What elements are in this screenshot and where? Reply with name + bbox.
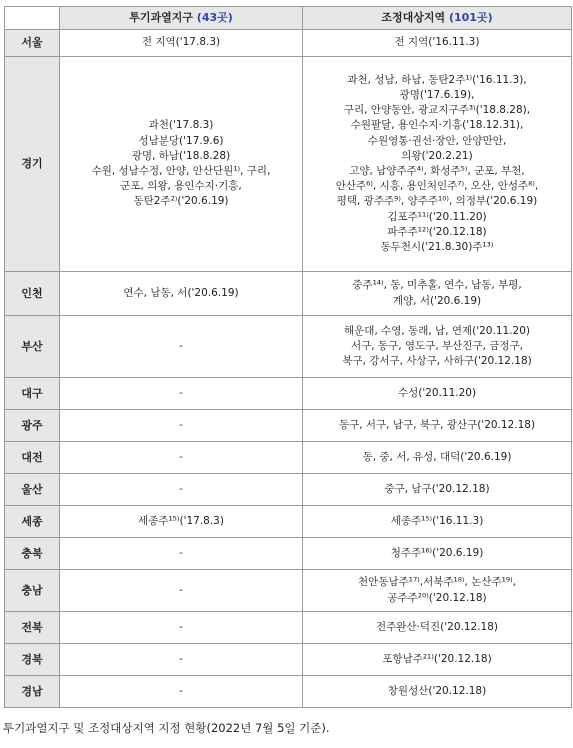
cell-line: 서구, 동구, 영도구, 부산진구, 금정구, [350, 339, 524, 352]
cell-line: - [179, 652, 183, 665]
region-cell: 울산 [5, 474, 60, 506]
table-body [5, 30, 572, 708]
designation-table [4, 6, 572, 708]
table-row [5, 442, 572, 474]
speculative-zone-cell [60, 570, 303, 612]
cell-line: 동구, 서구, 남구, 북구, 광산구('20.12.18) [338, 418, 536, 431]
table-row [5, 378, 572, 410]
header-speculative-zone [60, 7, 303, 30]
speculative-zone-cell [60, 316, 303, 378]
cell-line: 포항남주²¹⁾('20.12.18) [382, 652, 492, 665]
table-row [5, 57, 572, 272]
adjustment-zone-cell [303, 506, 572, 538]
speculative-zone-cell [60, 378, 303, 410]
cell-line: 동두천시('21.8.30)주¹³⁾ [380, 241, 494, 254]
cell-line: 구리, 안양동안, 광교지구주³⁾('18.8.28), [343, 104, 531, 117]
cell-line: 군포, 의왕, 용인수지·기흥, [120, 180, 242, 193]
header-adjustment-zone [303, 7, 572, 30]
adjustment-zone-cell [303, 316, 572, 378]
cell-line: 연수, 남동, 서('20.6.19) [123, 286, 239, 299]
cell-line: 계양, 서('20.6.19) [392, 294, 482, 307]
cell-line: 수원, 성남수정, 안양, 안산단원¹⁾, 구리, [91, 165, 271, 177]
cell-line: 수원팔달, 용인수지·기흥('18.12.31), [350, 119, 524, 132]
speculative-zone-cell [60, 57, 303, 272]
cell-line: 동탄2주²⁾('20.6.19) [133, 195, 229, 208]
cell-line: 수원영통·권선·장안, 안양만안, [367, 134, 507, 147]
adjustment-zone-cell [303, 57, 572, 272]
speculative-zone-cell [60, 442, 303, 474]
speculative-zone-cell [60, 644, 303, 676]
adjustment-zone-cell [303, 410, 572, 442]
cell-line: - [179, 546, 183, 559]
adjustment-zone-cell [303, 570, 572, 612]
adjustment-zone-cell [303, 676, 572, 708]
cell-line: - [179, 339, 183, 352]
adjustment-zone-cell [303, 30, 572, 57]
cell-line: 전 지역('17.8.3) [141, 36, 221, 49]
speculative-zone-cell [60, 538, 303, 570]
adjustment-zone-cell [303, 644, 572, 676]
region-cell: 인천 [5, 272, 60, 316]
cell-line: - [179, 620, 183, 633]
header-speculative-zone-label: 투기과열지구 [129, 11, 193, 25]
cell-line: 광명, 하남('18.8.28) [131, 149, 231, 162]
cell-line: 동, 중, 서, 유성, 대덕('20.6.19) [362, 450, 512, 463]
region-cell: 경남 [5, 676, 60, 708]
region-cell: 전북 [5, 612, 60, 644]
table-header-row [5, 7, 572, 30]
cell-line: - [179, 482, 183, 495]
adjustment-zone-cell [303, 474, 572, 506]
speculative-zone-cell [60, 474, 303, 506]
cell-line: 과천, 성남, 하남, 동탄2주¹⁾('16.11.3), [347, 73, 527, 86]
cell-line: 창원성산('20.12.18) [387, 684, 487, 697]
adjustment-zone-cell [303, 378, 572, 410]
cell-line: 해운대, 수영, 동래, 남, 연제('20.11.20) [344, 324, 530, 337]
cell-line: - [179, 386, 183, 399]
cell-line: 북구, 강서구, 사상구, 사하구('20.12.18) [342, 355, 532, 368]
header-adjustment-zone-label: 조정대상지역 [381, 11, 446, 25]
adjustment-zone-cell [303, 272, 572, 316]
table-row [5, 272, 572, 316]
table-caption: 투기과열지구 및 조정대상지역 지정 현황(2022년 7월 5일 기준). [3, 721, 330, 735]
speculative-zone-cell [60, 30, 303, 57]
cell-line: 평택, 광주주⁹⁾, 양주주¹⁰⁾, 의정부('20.6.19) [336, 195, 538, 208]
adjustment-zone-cell [303, 442, 572, 474]
cell-line: - [179, 418, 183, 431]
cell-line: 세종주¹⁵⁾('17.8.3) [138, 514, 224, 527]
cell-line: 전주완산·덕진('20.12.18) [375, 620, 499, 633]
speculative-zone-cell [60, 272, 303, 316]
cell-line: - [179, 583, 183, 596]
adjustment-zone-cell [303, 538, 572, 570]
table-row [5, 30, 572, 57]
cell-line: 파주주¹²⁾('20.12.18) [387, 225, 487, 238]
cell-line: 청주주¹⁶⁾('20.6.19) [390, 546, 484, 559]
cell-line: 과천('17.8.3) [148, 119, 214, 132]
table-row [5, 612, 572, 644]
header-speculative-zone-count: (43곳) [196, 11, 233, 25]
cell-line: 수성('20.11.20) [397, 386, 477, 399]
cell-line: - [179, 684, 183, 697]
region-cell: 충북 [5, 538, 60, 570]
cell-line: 안산주⁶⁾, 시흥, 용인처인주⁷⁾, 오산, 안성주⁸⁾, [335, 180, 539, 193]
table-row [5, 474, 572, 506]
region-cell: 경기 [5, 57, 60, 272]
adjustment-zone-cell [303, 612, 572, 644]
speculative-zone-cell [60, 612, 303, 644]
header-blank-cell [5, 7, 60, 30]
cell-line: 고양, 남양주주⁴⁾, 화성주⁵⁾, 군포, 부천, [349, 165, 525, 177]
table-row [5, 538, 572, 570]
cell-line: 천안동남주¹⁷⁾,서북주¹⁸⁾, 논산주¹⁹⁾, [358, 576, 516, 589]
region-cell: 서울 [5, 30, 60, 57]
cell-line: 전 지역('16.11.3) [394, 36, 480, 49]
cell-line: 중구, 남구('20.12.18) [384, 482, 490, 495]
speculative-zone-cell [60, 506, 303, 538]
cell-line: - [179, 450, 183, 463]
header-adjustment-zone-count: (101곳) [448, 11, 493, 25]
cell-line: 김포주¹¹⁾('20.11.20) [387, 210, 487, 223]
cell-line: 세종주¹⁵⁾('16.11.3) [390, 514, 484, 527]
region-cell: 광주 [5, 410, 60, 442]
cell-line: 공주주²⁰⁾('20.12.18) [387, 591, 487, 604]
region-cell: 경북 [5, 644, 60, 676]
cell-line: 성남분당('17.9.6) [138, 134, 224, 147]
region-cell: 부산 [5, 316, 60, 378]
table-row [5, 676, 572, 708]
table-row [5, 410, 572, 442]
table-row [5, 570, 572, 612]
region-cell: 세종 [5, 506, 60, 538]
table-row [5, 506, 572, 538]
cell-line: 중주¹⁴⁾, 동, 미추홀, 연수, 남동, 부평, [352, 279, 522, 292]
cell-line: 광명('17.6.19), [399, 88, 475, 101]
region-cell: 대구 [5, 378, 60, 410]
region-cell: 대전 [5, 442, 60, 474]
speculative-zone-cell [60, 410, 303, 442]
cell-line: 의왕('20.2.21) [401, 149, 473, 162]
region-cell: 충남 [5, 570, 60, 612]
speculative-zone-cell [60, 676, 303, 708]
table-row [5, 644, 572, 676]
table-row [5, 316, 572, 378]
